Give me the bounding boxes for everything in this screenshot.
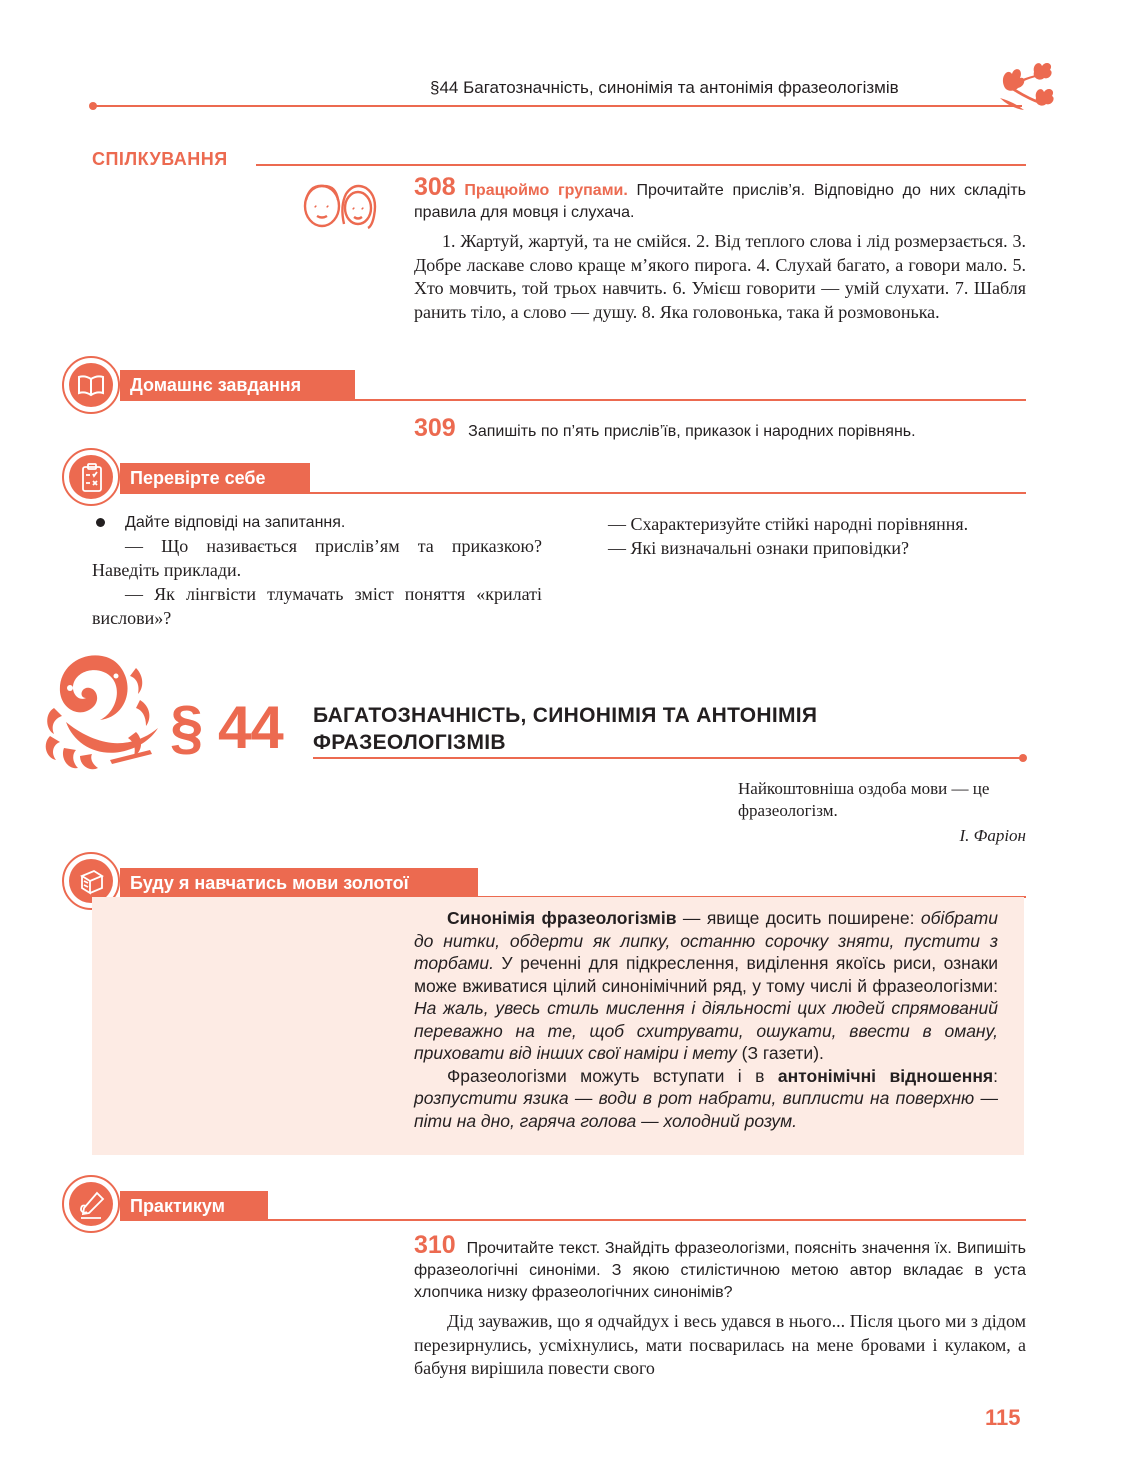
- petrykivka-ornament-icon: [40, 648, 165, 773]
- term-synonymy: Синонімія фразеологізмів: [447, 908, 677, 928]
- hand-writing-icon: [77, 1190, 107, 1220]
- practicum-rule: [120, 1219, 1026, 1221]
- task-lead: Працюймо групами.: [464, 182, 628, 199]
- epigraph-author: І. Фаріон: [959, 826, 1026, 845]
- paragraph-rule-dot: [1019, 754, 1027, 762]
- check-banner: Перевірте себе: [120, 463, 310, 493]
- book-stack-icon: [78, 868, 106, 896]
- section-rule: [256, 164, 1026, 166]
- exercise-308-task: [414, 173, 1027, 224]
- header-rule: [92, 105, 1022, 107]
- epigraph: Найкоштовніша оздоба мови — це фразеологізм.: [738, 779, 990, 820]
- flower-ornament-icon: [990, 58, 1065, 118]
- theory-paragraph-2: [414, 1065, 998, 1133]
- check-questions-right: [575, 512, 1026, 560]
- paragraph-rule: [313, 757, 1023, 759]
- group-faces-icon: [296, 176, 382, 232]
- practicum-badge: [62, 1175, 120, 1233]
- exercise-number: 310: [414, 1231, 456, 1259]
- term-antonymy: антонімічні відношення: [777, 1065, 994, 1086]
- page-number: 115: [985, 1405, 1021, 1430]
- paragraph-title-line-1: БАГАТОЗНАЧНІСТЬ, СИНОНІМІЯ ТА АНТОНІМІЯ: [313, 704, 818, 727]
- checklist-icon: [81, 463, 103, 493]
- question-1: — Що називається прислів’ям та приказкою? Наведіть приклади.: [92, 536, 542, 580]
- homework-banner: Домашнє завдання: [120, 370, 355, 400]
- bullet-icon: [96, 518, 105, 527]
- check-rule: [120, 492, 1026, 494]
- open-book-icon: [77, 375, 105, 397]
- example-antonyms: розпустити язика — води в рот набрати, виплисти на поверхню — піти на дно, гаряча голова — холодний розум.: [414, 1088, 998, 1131]
- example-synonyms: обібрати до нитки, обдерти як липку, останню сорочку зняти, пустити з торбами.: [414, 908, 998, 973]
- question-4: — Які визначальні ознаки приповідки?: [608, 538, 909, 558]
- text-span: Фразеологізми можуть вступати і в: [447, 1065, 778, 1086]
- exercise-310-task: [414, 1231, 1026, 1304]
- paragraph-number: § 44: [170, 694, 283, 761]
- question-3: — Схарактеризуйте стійкі народні порівняння.: [608, 514, 969, 534]
- header-rule-dot: [89, 102, 97, 110]
- theory-banner: Буду я навчатись мови золотої: [120, 868, 478, 898]
- check-intro: [92, 512, 542, 534]
- exercise-308-proverbs: 1. Жартуй, жартуй, та не смійся. 2. Від теплого слова і лід розмерзається. 3. Добре ласкаве слово краще м’якого пирога. 4. Слухай багато, а говори мало. 5. Хто мовчить, той трьох навчить. 6. Умієш говорити — умій слухати. 7. Шабля ранить тіло, а слово — душу. 8. Яка головонька, така й розмовонька.: [414, 231, 1026, 322]
- text-span: :: [993, 1065, 999, 1086]
- exercise-number: 308: [414, 173, 456, 201]
- running-header: §44 Багатозначність, синонімія та антонімія фразеологізмів: [430, 78, 899, 97]
- task-text: Прочитайте текст. Знайдіть фразеологізми, поясніть значення їх. Випишіть фразеологічні синоніми. З якою стилістичною метою автор вкладає в уста хлопчика низку фразеологічних синонімів?: [414, 1240, 1026, 1301]
- task-text: Запишіть по п’ять прислів’їв, приказок і народних порівнянь.: [468, 423, 916, 440]
- check-intro-text: Дайте відповіді на запитання.: [125, 514, 346, 531]
- text-span: У реченні для підкреслення, виділення якоїсь риси, ознаки може вживатися цілий синонімічний ряд, у тому числі й фразеологізми:: [414, 953, 998, 996]
- check-badge: [62, 448, 120, 506]
- exercise-309: [414, 414, 1026, 443]
- homework-badge: [62, 356, 120, 414]
- section-label: СПІЛКУВАННЯ: [92, 149, 228, 169]
- paragraph-title: [313, 702, 817, 756]
- source-note: (З газети).: [736, 1043, 824, 1063]
- question-2: — Як лінгвісти тлумачать зміст поняття «крилаті вислови»?: [92, 584, 542, 628]
- theory-paragraph-1: [414, 907, 998, 1065]
- theory-text: [414, 907, 998, 1132]
- homework-rule: [120, 399, 1026, 401]
- text-span: — явище досить поширене:: [676, 908, 921, 928]
- exercise-310-text: Дід зауважив, що я одчайдух і весь удався в нього... Після цього ми з дідом перезирнулись, усміхнулись, мати посварилась на мене бровами і кулаком, а бабуня вирішила повести свого: [414, 1311, 1026, 1378]
- check-questions-left: [92, 512, 542, 630]
- paragraph-title-line-2: ФРАЗЕОЛОГІЗМІВ: [313, 731, 506, 754]
- practicum-banner: Практикум: [120, 1191, 268, 1221]
- example-sentence: На жаль, увесь стиль мислення і діяльності цих людей спрямований переважно на те, щоб схитрувати, ошукати, ввести в оману, приховати від інших свої наміри і мету: [414, 998, 998, 1063]
- task-text: Прочитайте прислів’я. Відповідно до них складіть правила для мовця і слухача.: [414, 182, 1027, 221]
- exercise-number: 309: [414, 414, 456, 442]
